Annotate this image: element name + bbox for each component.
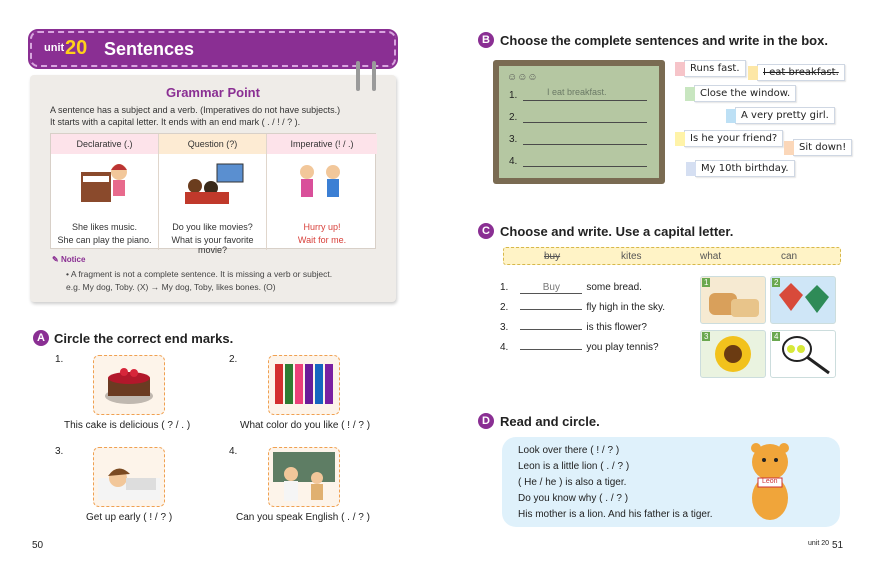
bread-image: 1 (700, 276, 766, 324)
section-c-badge: C (478, 223, 494, 239)
sentence-card[interactable]: Is he your friend? (684, 130, 783, 147)
chalkboard (493, 60, 665, 184)
kites-image: 2 (770, 276, 836, 324)
answer-blank[interactable]: Buy (520, 282, 582, 294)
answer-line[interactable] (523, 144, 647, 145)
answer-line[interactable] (523, 100, 647, 101)
unit-label: unit (44, 42, 65, 54)
section-c-title: Choose and write. Use a capital letter. (500, 224, 734, 239)
right-page-number: 51 (832, 540, 844, 551)
column-caption-1: Do you like movies? (172, 222, 253, 232)
answer-blank[interactable] (520, 349, 582, 350)
exercise-row: 4. you play tennis? (500, 342, 659, 353)
name-tag: Leon (762, 478, 778, 485)
chalkboard-surface (499, 66, 659, 178)
notice-line-1: • A fragment is not a complete sentence. It is missing a verb or subject. (66, 269, 333, 279)
board-number: 4. (509, 156, 518, 167)
sleeping-girl-image (93, 447, 165, 507)
board-example: I eat breakfast. (547, 87, 607, 97)
reading-line[interactable]: His mother is a lion. And his father is a tiger. (518, 509, 713, 520)
word-option[interactable]: what (700, 251, 722, 262)
answer-blank[interactable] (520, 329, 582, 330)
sentence-card[interactable]: I eat breakfast. (757, 64, 845, 81)
sentence-card[interactable]: Runs fast. (684, 60, 746, 77)
unit-title: Sentences (104, 39, 195, 59)
notice-label: ✎ Notice (52, 255, 86, 264)
tiger-cub-illustration (740, 440, 800, 524)
sunflower-image: 3 (700, 330, 766, 378)
exercise-row: 1. Buy some bread. (500, 282, 642, 293)
item-caption[interactable]: What color do you like ( ! / ? ) (240, 420, 371, 431)
faces-icon: ☺☺☺ (507, 72, 538, 83)
item-number: 2. (229, 354, 238, 365)
movie-audience-illustration (181, 158, 245, 206)
grammar-column-question (159, 134, 267, 255)
right-unit-label: unit 20 (808, 540, 830, 547)
piano-girl-illustration (73, 158, 137, 206)
item-caption[interactable]: This cake is delicious ( ? / . ) (64, 420, 191, 431)
socks-image (268, 355, 340, 415)
reading-line[interactable]: Do you know why ( . / ? ) (518, 493, 629, 504)
notice-line-2: e.g. My dog, Toby. (X) → My dog, Toby, likes bones. (O) (66, 282, 276, 292)
section-d-title: Read and circle. (500, 414, 600, 429)
cake-image (93, 355, 165, 415)
sentence-card[interactable]: Close the window. (694, 85, 796, 102)
unit-banner (30, 31, 396, 67)
answer-line[interactable] (523, 166, 647, 167)
board-number: 3. (509, 134, 518, 145)
left-page-number: 50 (32, 540, 44, 551)
section-a-badge: A (33, 330, 49, 346)
exercise-row: 3. is this flower? (500, 322, 647, 333)
grammar-point-title: Grammar Point (166, 85, 260, 100)
tennis-image: 4 (770, 330, 836, 378)
word-bank (503, 247, 841, 265)
sentence-card[interactable]: Sit down! (793, 139, 852, 156)
column-header: Imperative (! / .) (267, 134, 377, 154)
answer-line[interactable] (523, 122, 647, 123)
column-caption-2: She can play the piano. (57, 235, 152, 245)
kids-waiting-illustration (289, 158, 353, 206)
grammar-column-imperative (267, 134, 377, 250)
grammar-line-2: It starts with a capital letter. It ends with an end mark ( . / ! / ? ). (50, 117, 301, 127)
item-number: 1. (55, 354, 64, 365)
reading-line[interactable]: Look over there ( ! / ? ) (518, 445, 620, 456)
column-caption-2: Wait for me. (297, 235, 347, 245)
column-header: Declarative (.) (51, 134, 158, 154)
section-a-title: Circle the correct end marks. (54, 331, 234, 346)
unit-number: 20 (65, 37, 88, 59)
grammar-column-declarative (51, 134, 159, 250)
board-number: 1. (509, 90, 518, 101)
section-b-title: Choose the complete sentences and write in the box. (500, 33, 828, 48)
classroom-image (268, 447, 340, 507)
word-option[interactable]: can (781, 251, 798, 262)
grammar-table (50, 133, 376, 255)
sentence-card[interactable]: A very pretty girl. (735, 107, 835, 124)
item-caption[interactable]: Can you speak English ( . / ? ) (236, 512, 370, 523)
column-caption-2: What is your favorite movie? (171, 235, 254, 255)
board-number: 2. (509, 112, 518, 123)
column-caption-1: She likes music. (71, 222, 138, 232)
grammar-point-card (30, 75, 396, 302)
exercise-row: 2. fly high in the sky. (500, 302, 666, 313)
reading-line[interactable]: ( He / he ) is also a tiger. (518, 477, 627, 488)
sentence-card[interactable]: My 10th birthday. (695, 160, 795, 177)
item-caption[interactable]: Get up early ( ! / ? ) (86, 512, 173, 523)
item-number: 4. (229, 446, 238, 457)
section-b-badge: B (478, 32, 494, 48)
section-d-badge: D (478, 413, 494, 429)
word-option[interactable]: buy (544, 251, 561, 262)
answer-blank[interactable] (520, 309, 582, 310)
item-number: 3. (55, 446, 64, 457)
column-header: Question (?) (159, 134, 266, 154)
grammar-line-1: A sentence has a subject and a verb. (Imperatives do not have subjects.) (50, 105, 341, 115)
word-option[interactable]: kites (621, 251, 642, 262)
reading-line[interactable]: Leon is a little lion ( . / ? ) (518, 461, 630, 472)
column-caption-1: Hurry up! (303, 222, 341, 232)
